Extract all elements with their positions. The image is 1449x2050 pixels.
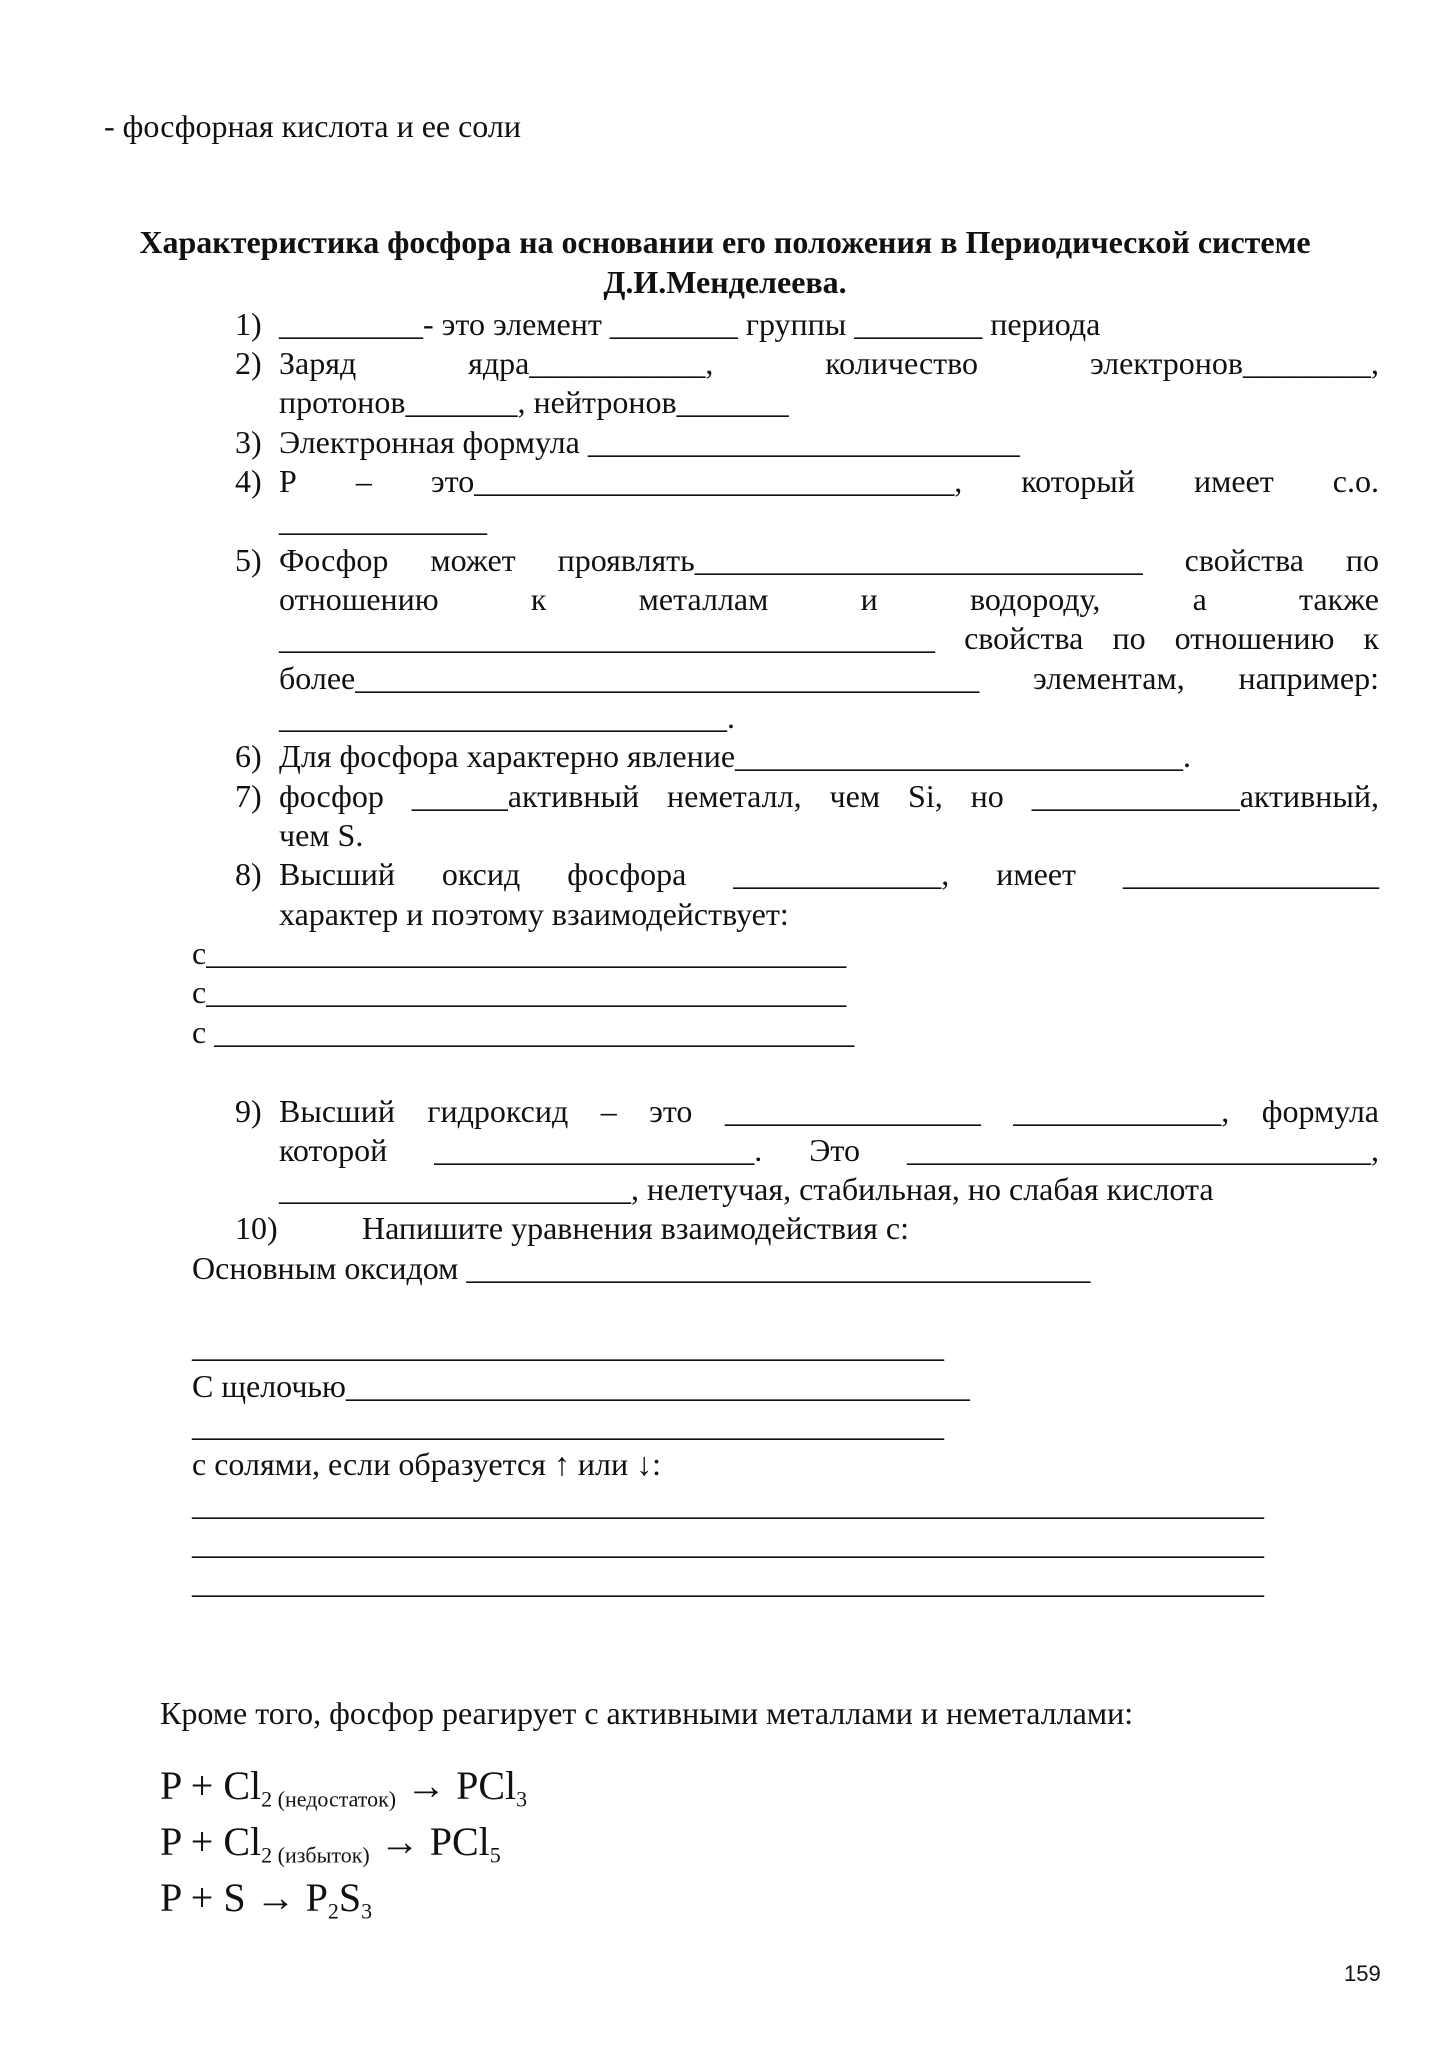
item-8-text-line1: Высший оксид фосфора _____________, имеет ________________ — [279, 856, 1379, 892]
interaction-blank-2: с________________________________________ — [192, 974, 847, 1010]
item-number-7: 7) — [235, 778, 262, 814]
item-8-text-line2: характер и поэтому взаимодействует: — [279, 896, 789, 932]
section-title-line2: Д.И.Менделеева. — [603, 264, 847, 300]
item-5-text-line3: _________________________________________ свойства по отношению к — [279, 620, 1379, 656]
eq3-product-p: P — [305, 1875, 328, 1920]
page-number: 159 — [1344, 1961, 1381, 1986]
eq3-product-p-index: 2 — [327, 1898, 339, 1924]
item-7-text-line2: чем S. — [279, 817, 364, 853]
basic-oxide-line: Основным оксидом _______________________________________ — [192, 1250, 1091, 1286]
interaction-blank-1: с________________________________________ — [192, 935, 847, 971]
section-title-line1: Характеристика фосфора на основании его положения в Периодической системе — [139, 224, 1311, 260]
item-number-5: 5) — [235, 542, 262, 578]
item-3-text: Электронная формула ___________________________ — [279, 424, 1020, 460]
equation-1 — [160, 1763, 528, 1812]
eq1-product-index: 3 — [516, 1786, 528, 1812]
long-blank-line-3: ___________________________________________________________________ — [192, 1564, 1264, 1600]
item-number-2: 2) — [235, 345, 262, 381]
reaction-note: Кроме того, фосфор реагирует с активными металлами и неметаллами: — [160, 1695, 1134, 1731]
eq2-condition: 2 (избыток) — [261, 1842, 370, 1868]
item-number-3: 3) — [235, 424, 262, 460]
arrow-right-icon: → — [406, 1763, 447, 1808]
long-blank-line-1: ___________________________________________________________________ — [192, 1486, 1264, 1522]
item-number-4: 4) — [235, 463, 262, 499]
interaction-blank-3: с ________________________________________ — [192, 1014, 855, 1050]
intro-bullet: - фосфорная кислота и ее соли — [104, 108, 521, 144]
item-9-text-line3: ______________________, нелетучая, стабильная, но слабая кислота — [279, 1171, 1214, 1207]
item-5-text-line5: ____________________________. — [279, 699, 735, 735]
item-number-10: 10) — [235, 1210, 278, 1246]
item-number-1: 1) — [235, 306, 262, 342]
eq2-product: PCl — [429, 1819, 490, 1864]
eq3-product-s-index: 3 — [361, 1898, 373, 1924]
equation-2 — [160, 1819, 501, 1868]
eq1-reactants: P + Cl — [160, 1763, 262, 1808]
eq1-product: PCl — [456, 1763, 517, 1808]
item-2-text-line2: протонов_______, нейтронов_______ — [279, 384, 789, 420]
item-4-text-line1: Р – это______________________________, который имеет с.о. — [279, 463, 1379, 499]
item-7-text-line1: фосфор ______активный неметалл, чем Si, но _____________активный, — [279, 778, 1379, 814]
item-number-8: 8) — [235, 856, 262, 892]
item-5-text-line2: отношению к металлам и водороду, а также — [279, 581, 1379, 617]
arrow-right-icon: → — [379, 1819, 420, 1864]
eq2-reactants: P + Cl — [160, 1819, 262, 1864]
item-5-text-line1: Фосфор может проявлять____________________________ свойства по — [279, 542, 1379, 578]
item-6-text: Для фосфора характерно явление____________________________. — [279, 738, 1192, 774]
blank-line-1: _______________________________________________ — [192, 1328, 944, 1364]
arrow-right-icon: → — [255, 1875, 296, 1920]
eq1-condition: 2 (недостаток) — [261, 1786, 397, 1812]
item-number-9: 9) — [235, 1093, 262, 1129]
long-blank-line-2: ___________________________________________________________________ — [192, 1525, 1264, 1561]
item-9-text-line1: Высший гидроксид – это ________________ _____________, формула — [279, 1093, 1379, 1129]
item-5-text-line4: более_______________________________________ элементам, например: — [279, 660, 1379, 696]
item-number-6: 6) — [235, 738, 262, 774]
eq2-product-index: 5 — [489, 1842, 501, 1868]
eq3-product-s: S — [338, 1875, 362, 1920]
item-4-text-line2: _____________ — [279, 502, 487, 538]
eq3-reactants: P + S — [160, 1875, 246, 1920]
equation-3 — [160, 1875, 373, 1924]
item-10-text: Напишите уравнения взаимодействия с: — [362, 1210, 909, 1246]
salts-line: с солями, если образуется ↑ или ↓: — [192, 1446, 661, 1482]
blank-line-2: _______________________________________________ — [192, 1407, 944, 1443]
item-9-text-line2: которой ____________________. Это _____________________________, — [279, 1132, 1379, 1168]
alkali-line: С щелочью_______________________________________ — [192, 1368, 970, 1404]
item-1-text: _________- это элемент ________ группы ________ периода — [279, 306, 1101, 342]
item-2-text-line1: Заряд ядра___________, количество электронов________, — [279, 345, 1379, 381]
